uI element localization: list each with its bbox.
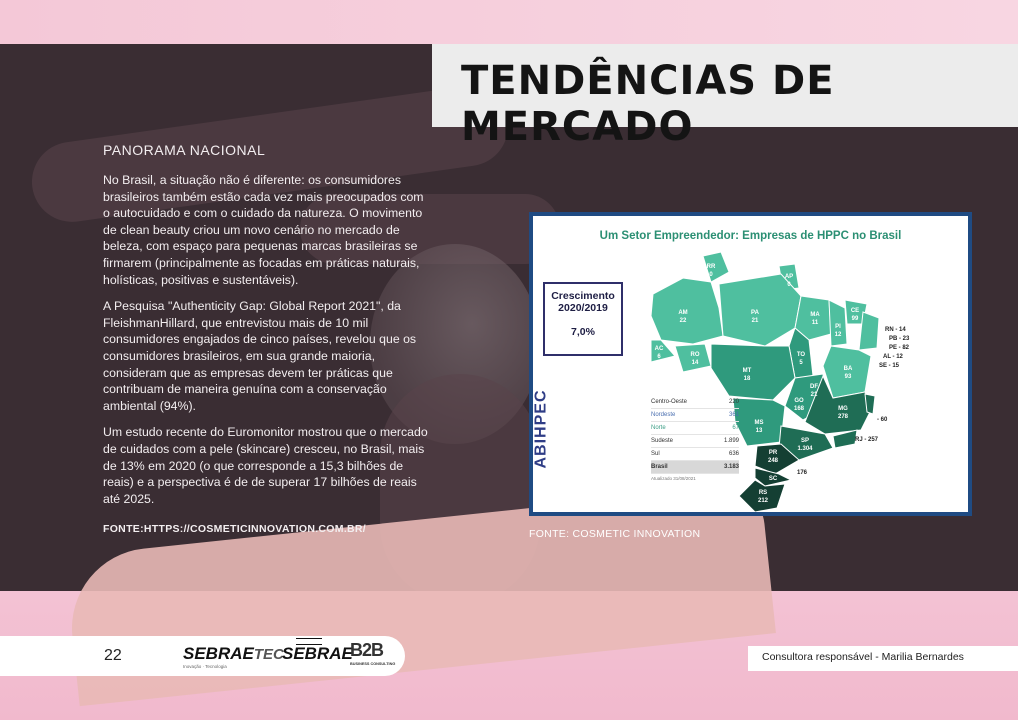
state-PI xyxy=(829,300,847,346)
table-row: Centro-Oeste 220 xyxy=(651,396,739,409)
state-value: 93 xyxy=(844,374,852,380)
growth-label: Crescimento xyxy=(551,290,615,302)
paragraph: Um estudo recente do Euromonitor mostrou que o mercado de cuidados com a pele (skincare) cresceu, no Brasil, mais de 13% em 2020 (o que corresponde a 15,3 bilhões de reais) e a perspectiva é de de superar 17 bilhões de reais até 2025. xyxy=(103,425,428,506)
state-value: 22 xyxy=(679,318,687,324)
article-column xyxy=(103,142,433,535)
table-row: Sul 636 xyxy=(651,448,739,461)
side-label: PE - 82 xyxy=(889,345,910,351)
side-label: RJ - 257 xyxy=(855,437,879,443)
state-value: 18 xyxy=(743,376,751,382)
table-row: Sudeste 1.899 xyxy=(651,435,739,448)
state-value: 278 xyxy=(837,414,849,420)
page-title: TENDÊNCIAS DE MERCADO xyxy=(461,58,835,150)
map-figure-inner xyxy=(533,216,968,512)
state-RS xyxy=(739,480,785,512)
state-value: 168 xyxy=(793,406,805,412)
state-MT xyxy=(711,344,795,400)
state-label: PA xyxy=(751,310,759,316)
figure-title: Um Setor Empreendedor: Empresas de HPPC no Brasil xyxy=(599,230,902,242)
side-label: - 60 xyxy=(877,417,888,423)
state-label: RO xyxy=(690,352,700,358)
region-table xyxy=(651,396,739,481)
state-label: SC xyxy=(768,476,778,482)
state-value: 13 xyxy=(755,428,763,434)
growth-value: 7,0% xyxy=(571,326,595,338)
state-label: CE xyxy=(850,308,860,314)
growth-period: 2020/2019 xyxy=(558,302,608,314)
state-value: 11 xyxy=(811,320,819,326)
state-label: GO xyxy=(794,398,804,404)
paragraph: A Pesquisa "Authenticity Gap: Global Report 2021", da FleishmanHillard, que entrevistou mais de 10 mil consumidores engajados de cinco países, revelou que os consumidores brasileiros, em sua grande maioria, consideram que as empresas devem ter práticas que contribuam de maneira genuína com a conservação ambiental (94%). xyxy=(103,299,417,413)
abihpec-logo-text: ABIHPEC xyxy=(533,389,550,469)
state-label: RR xyxy=(706,264,716,270)
sebraetec-logo: SEBRAETEC Inovação · Tecnologia xyxy=(183,644,284,669)
state-label: PR xyxy=(768,450,778,456)
state-value: 0 xyxy=(787,282,791,288)
state-label: AM xyxy=(678,310,688,316)
state-value: 21 xyxy=(810,392,818,398)
state-value: 5 xyxy=(799,360,803,366)
state-label: AC xyxy=(654,346,664,352)
state-value: 12 xyxy=(834,332,842,338)
state-label: MA xyxy=(810,312,820,318)
state-value: 14 xyxy=(691,360,699,366)
state-label: MG xyxy=(838,406,848,412)
state-label: MT xyxy=(742,368,752,374)
state-value: 6 xyxy=(657,354,661,360)
side-label: RN - 14 xyxy=(885,327,906,333)
side-label: PB - 23 xyxy=(889,336,910,342)
table-row-total: Brasil 3.183 xyxy=(651,461,739,474)
state-ES xyxy=(865,394,875,414)
state-value: 21 xyxy=(751,318,759,324)
table-row: Norte 67 xyxy=(651,422,739,435)
state-value: 248 xyxy=(767,458,779,464)
table-note: Atualizado 31/08/2021 xyxy=(651,476,696,481)
page-number: 22 xyxy=(104,647,122,664)
paragraph: No Brasil, a situação não é diferente: os consumidores brasileiros também estão cada vez mais preocupados com o autocuidado e com o cuidado da natureza. O movimento de clean beauty criou um novo cenário no mercado de beleza, com espaço para pequenas marcas brasileiras se firmarem (principalmente as focadas em práticas naturais, holísticas, positivas e sustentáveis). xyxy=(103,173,424,287)
source-link[interactable]: FONTE:HTTPS://COSMETICINNOVATION.COM.BR/ xyxy=(103,523,367,536)
sebrae-logo: SEBRAE xyxy=(282,644,353,663)
side-label: AL - 12 xyxy=(883,354,903,360)
table-row: Nordeste 361 xyxy=(651,409,739,422)
state-label: SP xyxy=(800,438,810,444)
top-strip xyxy=(0,0,1018,44)
state-NE-coast xyxy=(859,312,879,350)
figure-caption: FONTE: COSMETIC INNOVATION xyxy=(529,528,701,540)
consultant-credit: Consultora responsável - Marilia Bernardes xyxy=(762,651,964,663)
map-figure xyxy=(529,212,972,516)
brazil-map xyxy=(533,216,968,512)
state-value: 212 xyxy=(757,498,769,504)
section-heading: PANORAMA NACIONAL xyxy=(103,142,266,158)
b2b-logo: B2B BUSINESS CONSULTING xyxy=(350,640,396,666)
state-label: AP xyxy=(784,274,794,280)
state-BA xyxy=(823,346,871,398)
state-label: DF xyxy=(810,384,818,390)
state-value: 99 xyxy=(851,316,859,322)
state-value: 176 xyxy=(797,470,808,476)
side-label: SE - 15 xyxy=(879,363,900,369)
state-label: RS xyxy=(758,490,768,496)
state-value: 1.304 xyxy=(797,446,813,452)
state-label: BA xyxy=(843,366,853,372)
state-label: TO xyxy=(796,352,806,358)
state-label: PI xyxy=(835,324,841,330)
state-RO xyxy=(675,344,711,372)
state-value: 0 xyxy=(709,272,713,278)
state-label: MS xyxy=(754,420,764,426)
